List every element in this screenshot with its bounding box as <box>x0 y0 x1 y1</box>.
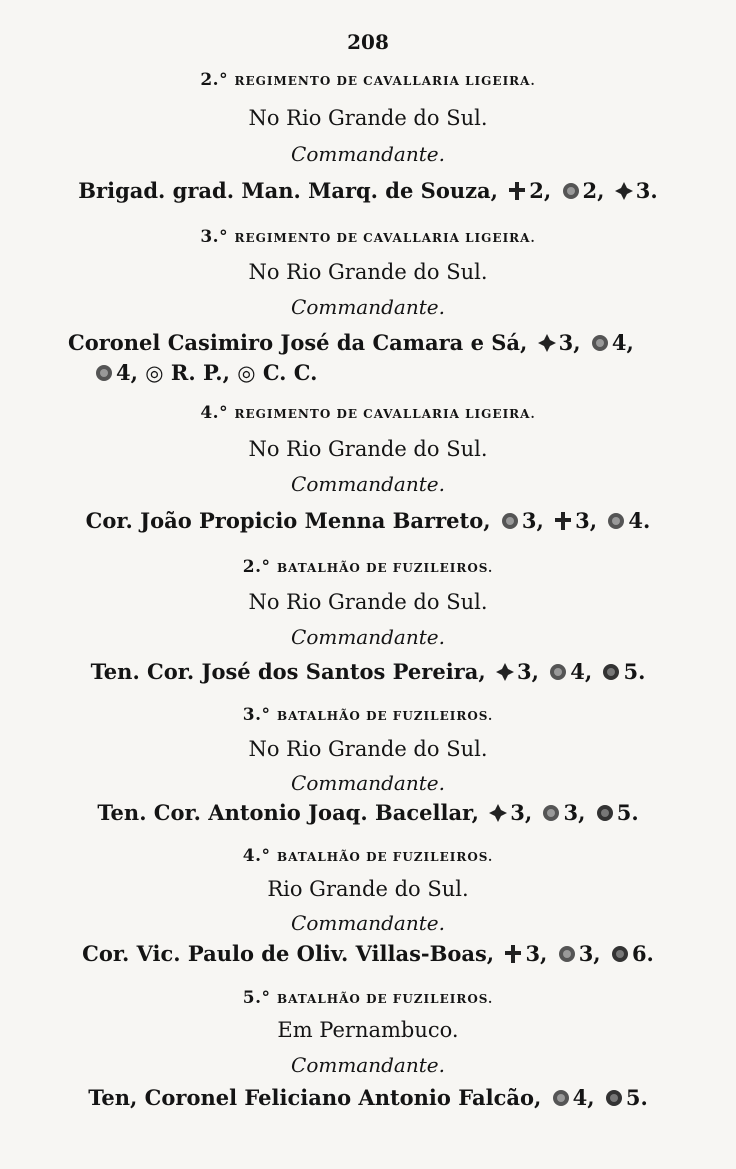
unit-ordinal: 4.° <box>242 846 271 866</box>
commander-name: Cor. Vic. Paulo de Oliv. Villas-Boas, <box>82 941 495 966</box>
commander-name: Cor. João Propicio Menna Barreto, <box>85 508 491 533</box>
rosette-order-icon <box>94 363 114 383</box>
commander-entry: Brigad. grad. Man. Marq. de Souza, 2, 2, 3. <box>78 178 658 203</box>
unit-heading <box>0 988 736 1008</box>
unit-ordinal: 2.° <box>242 557 271 577</box>
commander-role: Commandante. <box>291 1053 445 1077</box>
commander-entry-continued: 4, ◎ R. P., ◎ C. C. <box>92 360 736 385</box>
unit-location: Em Pernambuco. <box>277 1018 459 1042</box>
unit-location: No Rio Grande do Sul. <box>248 437 488 461</box>
commander-role: Commandante. <box>291 625 445 649</box>
unit-name: BATALHÃO DE FUZILEIROS. <box>276 850 494 864</box>
unit-name: REGIMENTO DE CAVALLARIA LIGEIRA. <box>234 74 536 88</box>
unit-name: REGIMENTO DE CAVALLARIA LIGEIRA. <box>234 231 536 245</box>
diamond-cross-icon <box>495 662 515 682</box>
unit-ordinal: 3.° <box>242 705 271 725</box>
commander-role: Commandante. <box>291 472 445 496</box>
commander-entry: Ten, Coronel Feliciano Antonio Falcão, 4, 5. <box>88 1085 648 1110</box>
rosette-order-icon <box>551 1088 571 1108</box>
commander-name: Ten, Coronel Feliciano Antonio Falcão, <box>88 1085 542 1110</box>
unit-heading <box>0 705 736 725</box>
unit-location: No Rio Grande do Sul. <box>248 106 488 130</box>
commander-role: Commandante. <box>291 295 445 319</box>
cross-order-icon <box>503 944 523 964</box>
commander-entry: Ten. Cor. Antonio Joaq. Bacellar, 3, 3, 5. <box>97 800 639 825</box>
unit-location: No Rio Grande do Sul. <box>248 260 488 284</box>
unit-heading <box>0 846 736 866</box>
rosette-order-icon <box>500 511 520 531</box>
unit-location: Rio Grande do Sul. <box>267 877 469 901</box>
unit-ordinal: 4.° <box>200 403 229 423</box>
rosette-order-icon <box>595 803 615 823</box>
commander-name: Ten. Cor. José dos Santos Pereira, <box>90 659 486 684</box>
unit-name: REGIMENTO DE CAVALLARIA LIGEIRA. <box>234 407 536 421</box>
rosette-order-icon <box>561 181 581 201</box>
commander-name: Brigad. grad. Man. Marq. de Souza, <box>78 178 498 203</box>
unit-ordinal: 2.° <box>200 70 229 90</box>
rosette-order-icon <box>590 333 610 353</box>
unit-location: No Rio Grande do Sul. <box>248 590 488 614</box>
unit-name: BATALHÃO DE FUZILEIROS. <box>276 561 494 575</box>
unit-heading <box>0 227 736 247</box>
commander-entry: Coronel Casimiro José da Camara e Sá, 3, 4, <box>68 330 634 355</box>
cross-order-icon <box>507 181 527 201</box>
commander-name: Ten. Cor. Antonio Joaq. Bacellar, <box>97 800 479 825</box>
unit-name: BATALHÃO DE FUZILEIROS. <box>276 992 494 1006</box>
commander-name: Coronel Casimiro José da Camara e Sá, <box>68 330 528 355</box>
commander-entry: Cor. João Propicio Menna Barreto, 3, 3, 4. <box>85 508 651 533</box>
rosette-order-icon <box>601 662 621 682</box>
rosette-order-icon <box>541 803 561 823</box>
diamond-cross-icon <box>614 181 634 201</box>
rosette-order-icon <box>604 1088 624 1108</box>
unit-location: No Rio Grande do Sul. <box>248 737 488 761</box>
unit-heading <box>0 557 736 577</box>
unit-name: BATALHÃO DE FUZILEIROS. <box>276 709 494 723</box>
unit-ordinal: 3.° <box>200 227 229 247</box>
page-number: 208 <box>347 30 389 54</box>
rosette-order-icon <box>610 944 630 964</box>
commander-role: Commandante. <box>291 771 445 795</box>
diamond-cross-icon <box>488 803 508 823</box>
rosette-order-icon <box>548 662 568 682</box>
diamond-cross-icon <box>537 333 557 353</box>
rosette-order-icon <box>606 511 626 531</box>
unit-ordinal: 5.° <box>242 988 271 1008</box>
rosette-order-icon <box>557 944 577 964</box>
unit-heading <box>0 70 736 90</box>
commander-entry: Cor. Vic. Paulo de Oliv. Villas-Boas, 3, 3, 6. <box>82 941 654 966</box>
commander-role: Commandante. <box>291 911 445 935</box>
commander-role: Commandante. <box>291 142 445 166</box>
unit-heading <box>0 403 736 423</box>
cross-order-icon <box>553 511 573 531</box>
commander-entry: Ten. Cor. José dos Santos Pereira, 3, 4, 5. <box>90 659 646 684</box>
